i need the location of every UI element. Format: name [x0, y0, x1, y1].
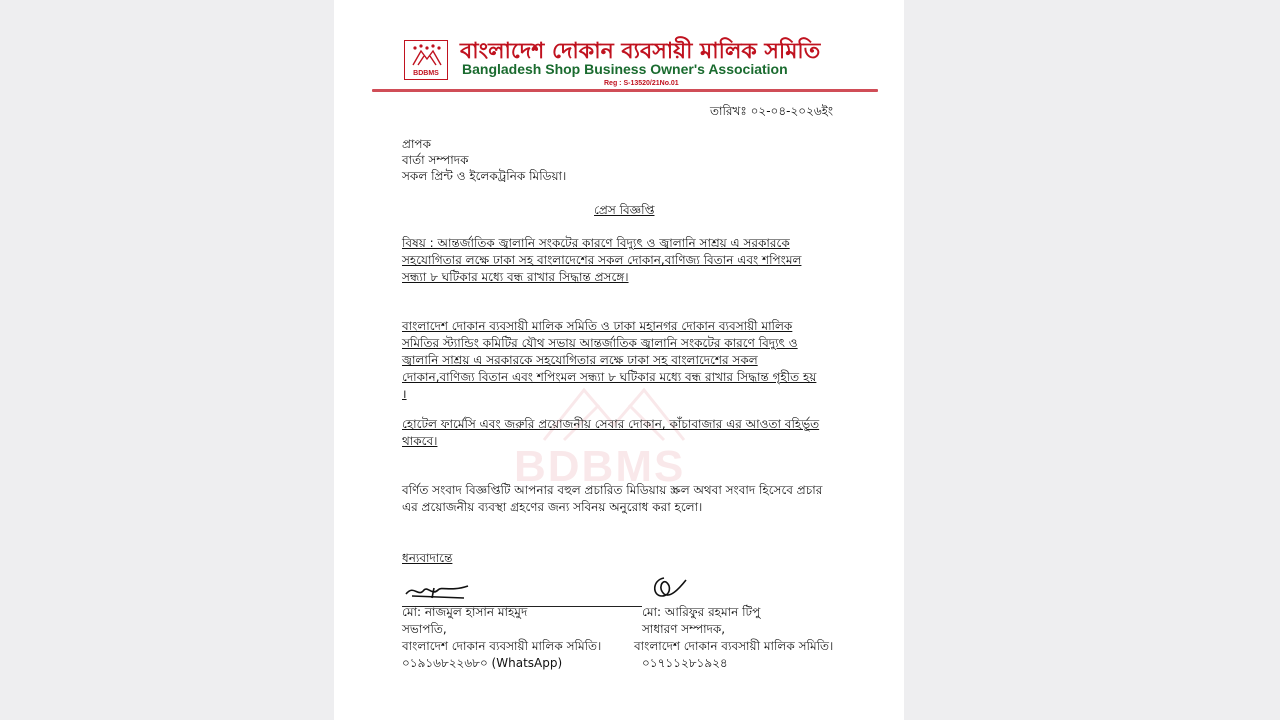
subject-line: সন্ধ্যা ৮ ঘটিকার মধ্যে বন্ধ রাখার সিদ্ধান্ত প্রসঙ্গে।: [402, 270, 629, 284]
secretary-signature-icon: [646, 572, 690, 602]
closing-salutation: ধন্যবাদান্তে: [402, 551, 453, 565]
body-paragraph-line: দোকান,বাণিজ্য বিতান এবং শপিংমল সন্ধ্যা ৮ ঘটিকার মধ্যে বন্ধ রাখার সিদ্ধান্ত গৃহীত হয়: [402, 370, 817, 384]
body-paragraph-line: বাংলাদেশ দোকান ব্যবসায়ী মালিক সমিতি ও ঢাকা মহানগর দোকান ব্যবসায়ী মালিক: [402, 319, 793, 333]
president-name: মো: নাজমুল হাসান মাহমুদ: [402, 605, 528, 619]
recipient-line: সকল প্রিন্ট ও ইলেকট্রনিক মিডিয়া।: [402, 169, 567, 183]
secretary-name: মো: আরিফুর রহমান টিপু: [642, 605, 761, 619]
body-paragraph-line: থাকবে।: [402, 434, 438, 448]
secretary-org: বাংলাদেশ দোকান ব্যবসায়ী মালিক সমিতি।: [634, 639, 834, 653]
recipient-line: প্রাপক: [402, 137, 431, 151]
president-org: বাংলাদেশ দোকান ব্যবসায়ী মালিক সমিতি।: [402, 639, 602, 653]
press-release-heading: প্রেস বিজ্ঞপ্তি: [594, 203, 655, 217]
body-paragraph-line: সমিতির স্ট্যান্ডিং কমিটির যৌথ সভায় আন্তর্জাতিক জ্বালানি সংকটের কারণে বিদ্যুৎ ও: [402, 336, 798, 350]
org-name-english: Bangladesh Shop Business Owner's Association: [462, 61, 788, 77]
association-logo: [404, 40, 448, 80]
president-signature-icon: [404, 580, 474, 602]
recipient-line: বার্তা সম্পাদক: [402, 153, 469, 167]
president-phone: ০১৯১৬৮২২৬৮০ (WhatsApp): [402, 656, 563, 670]
request-paragraph-line: বর্ণিত সংবাদ বিজ্ঞপ্তিটি আপনার বহুল প্রচারিত মিডিয়ায় স্ক্রল অথবা সংবাদ হিসেবে প্রচার: [402, 483, 823, 497]
subject-line: বিষয় : আন্তর্জাতিক জ্বালানি সংকটের কারণে বিদ্যুৎ ও জ্বালানি সাশ্রয় এ সরকারকে: [402, 236, 790, 250]
registration-number: Reg : S-13520/21No.01: [604, 80, 679, 87]
secretary-title: সাধারণ সম্পাদক,: [642, 622, 726, 636]
body-paragraph-line: হোটেল ফার্মেসি এবং জরুরি প্রয়োজনীয় সেবার দোকান, কাঁচাবাজার এর আওতা বহির্ভূত: [402, 417, 820, 431]
org-name-bangla: বাংলাদেশ দোকান ব্যবসায়ী মালিক সমিতি: [460, 39, 821, 64]
subject-line: সহযোগিতার লক্ষে ঢাকা সহ বাংলাদেশের সকল দোকান,বাণিজ্য বিতান এবং শপিংমল: [402, 253, 802, 267]
body-paragraph-line: জ্বালানি সাশ্রয় এ সরকারকে সহযোগিতার লক্ষে ঢাকা সহ বাংলাদেশের সকল: [402, 353, 758, 367]
letter-date: তারিখঃ ০২-০৪-২০২৬ইং: [710, 104, 834, 118]
press-release-page: [334, 0, 904, 720]
president-title: সভাপতি,: [402, 622, 447, 636]
body-paragraph-line: ।: [402, 387, 407, 401]
letterhead-divider: [372, 89, 878, 92]
watermark-text: BDBMS: [514, 442, 686, 491]
logo-text: BDBMS: [413, 70, 439, 77]
logo-emblem-icon: [409, 43, 445, 67]
request-paragraph-line: এর প্রয়োজনীয় ব্যবস্থা গ্রহণের জন্য সবিনয় অনুরোধ করা হলো।: [402, 500, 703, 514]
secretary-phone: ০১৭১১২৮১৯২৪: [642, 656, 728, 670]
